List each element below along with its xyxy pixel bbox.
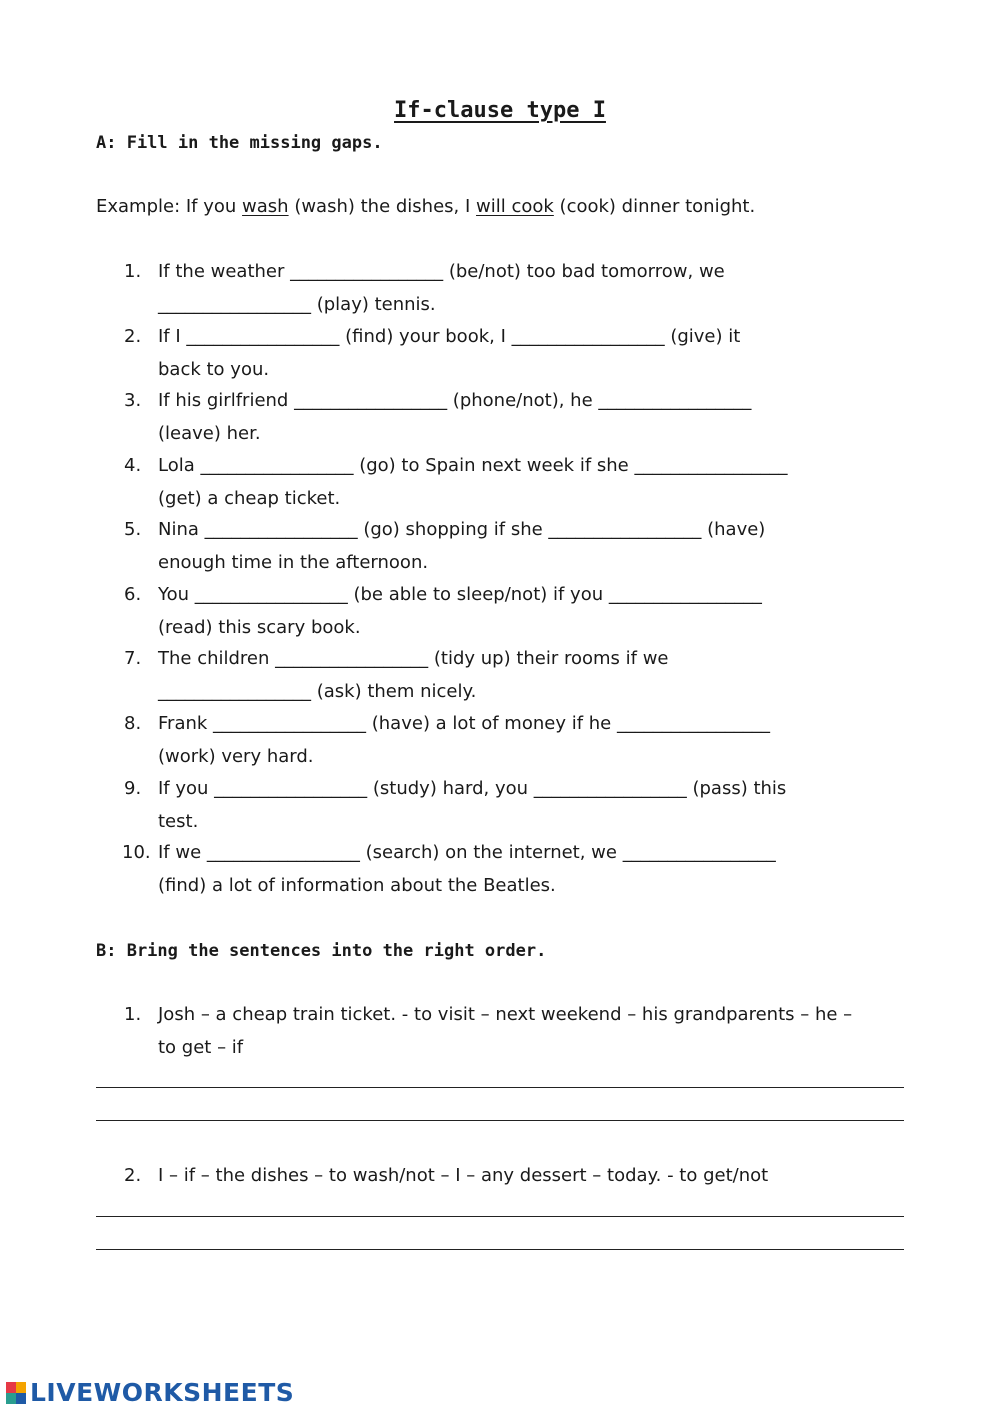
item-line: If his girlfriend _________________ (phone/not), he _________________	[158, 390, 752, 411]
worksheet-title: If-clause type I	[394, 98, 606, 123]
item-line: enough time in the afternoon.	[158, 551, 429, 573]
item-line: If I _________________ (find) your book, I _________________ (give) it	[158, 326, 741, 347]
item-line: The children _________________ (tidy up) their rooms if we	[158, 648, 669, 669]
item-line: to get – if	[158, 1036, 244, 1058]
example-answer-1: wash	[242, 196, 289, 217]
example-middle: (wash) the dishes, I	[288, 196, 477, 217]
item-line: (get) a cheap ticket.	[158, 487, 341, 509]
answer-line[interactable]	[96, 1120, 904, 1121]
item-line: If we _________________ (search) on the internet, we _________________	[158, 842, 776, 863]
item-line: You _________________ (be able to sleep/not) if you _________________	[158, 584, 762, 605]
example-sentence	[96, 196, 755, 217]
item-line: I – if – the dishes – to wash/not – I – any dessert – today. - to get/not	[158, 1165, 769, 1186]
item-number: 3.	[124, 390, 142, 411]
item-line: Nina _________________ (go) shopping if she _________________ (have)	[158, 519, 766, 540]
item-line: (leave) her.	[158, 422, 261, 444]
item-number: 1.	[124, 261, 142, 282]
logo-mark-icon	[6, 1382, 26, 1404]
item-line: Lola _________________ (go) to Spain next week if she _________________	[158, 455, 788, 476]
item-line: Frank _________________ (have) a lot of money if he _________________	[158, 713, 770, 734]
answer-line[interactable]	[96, 1087, 904, 1088]
item-number: 8.	[124, 713, 142, 734]
example-prefix: Example: If you	[96, 196, 243, 217]
item-line: test.	[158, 810, 199, 832]
item-line: (work) very hard.	[158, 745, 314, 767]
item-line: (find) a lot of information about the Beatles.	[158, 874, 556, 896]
item-number: 6.	[124, 584, 142, 605]
answer-line[interactable]	[96, 1216, 904, 1217]
item-line: If you _________________ (study) hard, you _________________ (pass) this	[158, 778, 787, 799]
logo-text: LIVEWORKSHEETS	[30, 1378, 295, 1407]
item-line: Josh – a cheap train ticket. - to visit – next weekend – his grandparents – he –	[158, 1004, 853, 1025]
item-line: (read) this scary book.	[158, 616, 361, 638]
item-number: 10.	[122, 842, 151, 863]
item-number: 1.	[124, 1004, 142, 1025]
example-answer-2: will cook	[476, 196, 554, 217]
item-line: If the weather _________________ (be/not) too bad tomorrow, we	[158, 261, 725, 282]
example-suffix: (cook) dinner tonight.	[553, 196, 756, 217]
item-number: 2.	[124, 326, 142, 347]
item-number: 7.	[124, 648, 142, 669]
item-number: 5.	[124, 519, 142, 540]
section-b-heading: B: Bring the sentences into the right order.	[96, 941, 547, 961]
item-number: 4.	[124, 455, 142, 476]
item-line: back to you.	[158, 358, 270, 380]
item-number: 2.	[124, 1165, 142, 1186]
liveworksheets-logo[interactable]	[6, 1378, 294, 1408]
answer-line[interactable]	[96, 1249, 904, 1250]
item-line: _________________ (ask) them nicely.	[158, 680, 477, 702]
item-line: _________________ (play) tennis.	[158, 293, 436, 315]
section-a-heading: A: Fill in the missing gaps.	[96, 133, 383, 153]
item-number: 9.	[124, 778, 142, 799]
